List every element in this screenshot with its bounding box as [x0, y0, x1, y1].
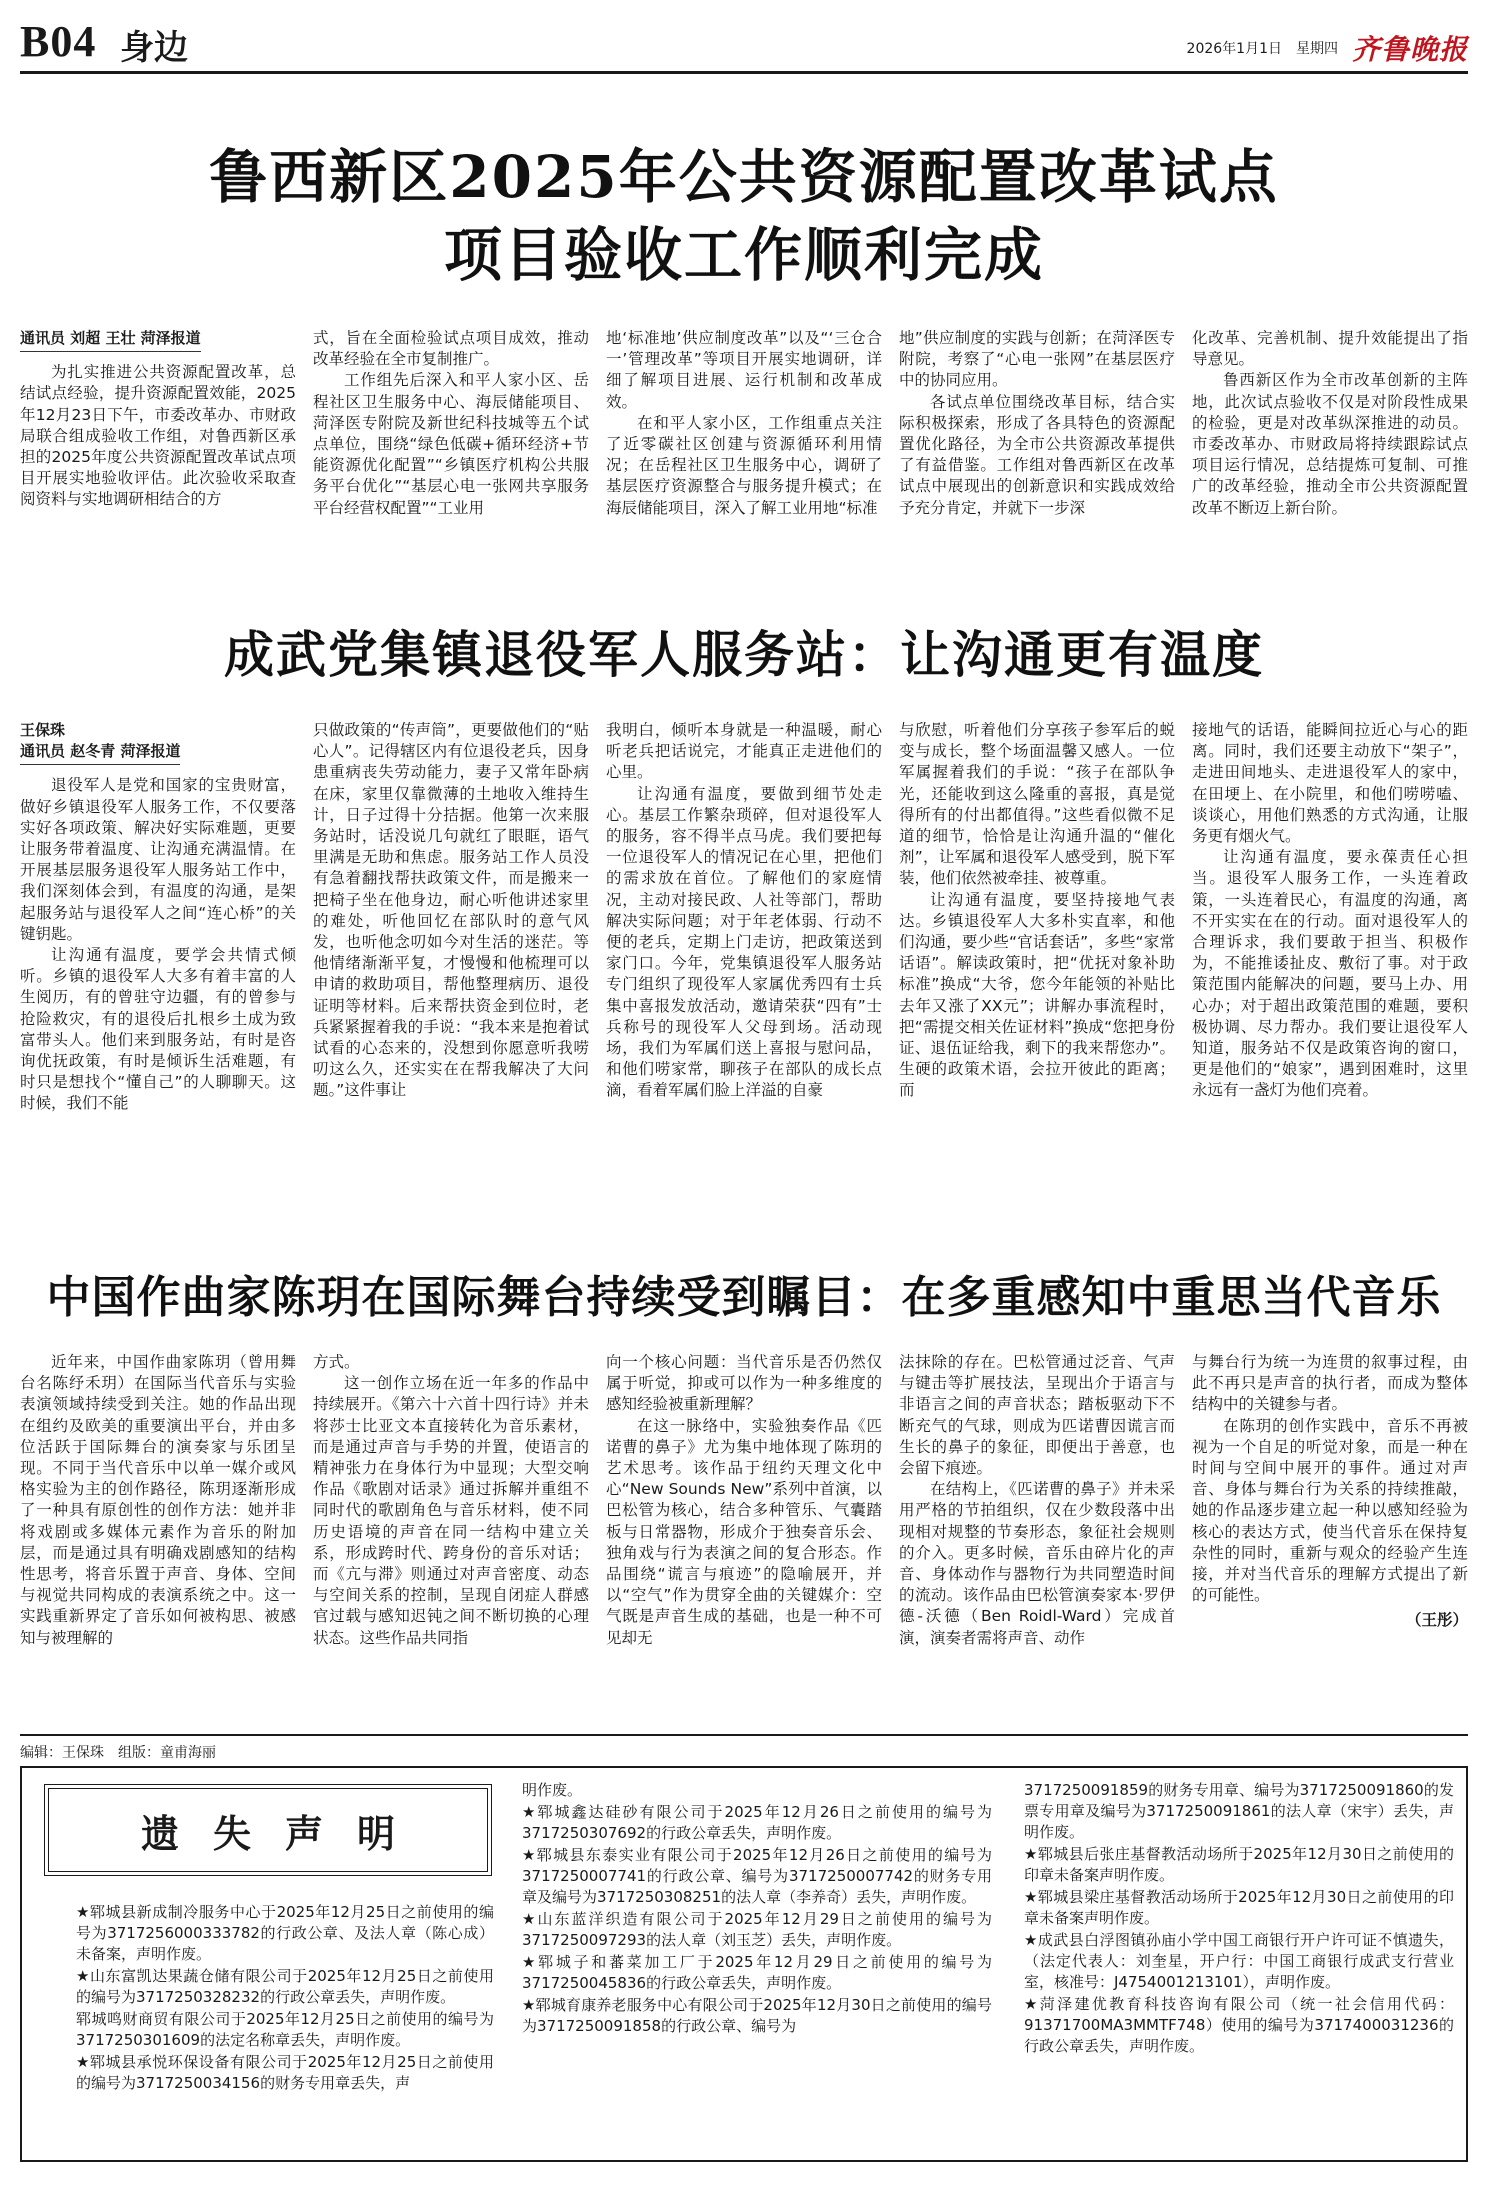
paragraph: 接地气的话语，能瞬间拉近心与心的距离。同时，我们还要主动放下“架子”，走进田间地头、走进退役军人的家中，在田埂上、在小院里，和他们唠唠嗑、谈谈心，用他们熟悉的方式沟通，让服务更有烟火气。 — [1192, 721, 1468, 846]
notice-item: ★郓城子和蕃菜加工厂于2025年12月29日之前使用的编号为3717250045836的行政公章丢失，声明作废。 — [522, 1953, 992, 1992]
notice-item: ★成武县白浮图镇孙庙小学中国工商银行开户许可证不慎遗失，（法定代表人：刘奎星，开户行：中国工商银行成武支行营业室，核准号：J4754001213101），声明作废。 — [1024, 1931, 1454, 1991]
notice-item: 明作废。 — [522, 1781, 583, 1799]
lost-notice-section — [20, 1766, 1468, 2162]
paragraph: 与舞台行为统一为连贯的叙事过程，由此不再只是声音的执行者，而成为整体结构中的关键参与者。 — [1192, 1353, 1468, 1414]
article1-col-5 — [1192, 328, 1468, 578]
article1-col-4 — [899, 328, 1175, 578]
paragraph: 地‘标准地’供应制度改革”以及“‘三仓合一’管理改革”等项目开展实地调研，详细了解项目进展、运行机制和改革成效。 — [606, 329, 882, 411]
paragraph: 近年来，中国作曲家陈玥（曾用舞台名陈纾禾玥）在国际当代音乐与实验表演领域持续受到关注。她的作品出现在组约及欧美的重要演出平台，并由多位活跃于国际舞台的演奏家与乐团呈现。不同于当代音乐中以单一媒介或风格实验为主的创作路径，陈玥逐渐形成了一种具有原创性的创作方法：她并非将戏剧或多媒体元素作为音乐的附加层，而是通过具有明确戏剧感知的结构性思考，将音乐置于声音、身体、空间与视觉共同构成的表演系统之中。这一实践重新界定了音乐如何被构思、被感知与被理解的 — [20, 1353, 296, 1647]
paragraph: 这一创作立场在近一年多的作品中持续展开。《第六十六首十四行诗》并未将莎士比亚文本直接转化为音乐素材，而是通过声音与手势的并置，使语言的精神张力在身体行为中显现；大型交响作品《歌剧对话录》通过拆解并重组不同时代的歌剧角色与音乐材料，使不同历史语境的声音在同一结构中建立关系，形成跨时代、跨身份的音乐对话；而《亢与滞》则通过对声音密度、动态与空间关系的控制，呈现自闭症人群感官过载与感知迟钝之间不断切换的心理状态。这些作品共同指 — [313, 1374, 589, 1647]
notice-item: 郓城鸣财商贸有限公司于2025年12月25日之前使用的编号为3717250301609的法定名称章丢失，声明作废。 — [76, 2010, 494, 2049]
article2-col-5 — [1192, 720, 1468, 1216]
article3-col-3 — [606, 1352, 882, 1726]
paragraph: 式，旨在全面检验试点项目成效，推动改革经验在全市复制推广。 — [313, 329, 589, 369]
paragraph: 让沟通有温度，要永葆责任心担当。退役军人服务工作，一头连着政策，一头连着民心，有温度的沟通，离不开实实在在的行动。面对退役军人的合理诉求，我们要敢于担当、积极作为，不能推诿扯皮、敷衍了事。对于政策范围内能解决的问题，要马上办、用心办；对于超出政策范围的难题，要积极协调、尽力帮办。我们要让退役军人知道，服务站不仅是政策咨询的窗口，更是他们的“娘家”，遇到困难时，这里永远有一盏灯为他们亮着。 — [1192, 848, 1468, 1100]
article2-col-1 — [20, 720, 296, 1216]
paragraph: 化改革、完善机制、提升效能提出了指导意见。 — [1192, 329, 1468, 369]
article3-body — [20, 1352, 1468, 1726]
notice-item: ★郓城县东泰实业有限公司于2025年12月26日之前使用的编号为3717250007741的行政公章、编号为3717250007742的财务专用章及编号为3717250308251的法人章（李养奇）丢失，声明作废。 — [522, 1846, 992, 1906]
header-meta — [1187, 28, 1468, 68]
paragraph: 方式。 — [313, 1353, 360, 1371]
paragraph: 让沟通有温度，要坚持接地气表达。乡镇退役军人大多朴实直率，和他们沟通，要少些“官话套话”，多些“家常话语”。解读政策时，把“优抚对象补助标准”换成“大爷，您今年能领的补贴比去年又涨了XX元”；讲解办事流程时，把“需提交相关佐证材料”换成“您把身份证、退伍证给我，剩下的我来帮您办”。生硬的政策术语，会拉开彼此的距离；而 — [899, 890, 1175, 1100]
paragraph: 在陈玥的创作实践中，音乐不再被视为一个自足的听觉对象，而是一种在时间与空间中展开的事件。通过对声音、身体与舞台行为关系的持续推敲，她的作品逐步建立起一种以感知经验为核心的表达方式，使当代音乐在保持复杂性的同时，重新与观众的经验产生连接，并对当代音乐的理解方式提出了新的可能性。 — [1192, 1416, 1468, 1605]
notice-item: ★山东富凯达果蔬仓储有限公司于2025年12月25日之前使用的编号为3717250328232的行政公章丢失，声明作废。 — [76, 1967, 494, 2006]
article1-byline: 通讯员 刘超 王壮 菏泽报道 — [20, 328, 201, 352]
paragraph: 法抹除的存在。巴松管通过泛音、气声与键击等扩展技法，呈现出介于语言与非语言之间的声音状态；踏板驱动下不断充气的气球，则成为匹诺曹因谎言而生长的鼻子的象征，即便出于善意，也会留下痕迹。 — [899, 1353, 1175, 1478]
article2-headline: 成武党集镇退役军人服务站：让沟通更有温度 — [224, 625, 1264, 684]
notice-item: ★山东蓝洋织造有限公司于2025年12月29日之前使用的编号为3717250097293的法人章（刘玉芝）丢失，声明作废。 — [522, 1910, 992, 1949]
article2-byline: 通讯员 赵冬青 菏泽报道 — [20, 741, 180, 765]
article3-col-2 — [313, 1352, 589, 1726]
article2-col-4 — [899, 720, 1175, 1216]
paragraph: 工作组先后深入和平人家小区、岳程社区卫生服务中心、海辰储能项目、菏泽医专附院及新世纪科技城等五个试点单位，围绕“绿色低碳+循环经济+节能资源优化配置”“乡镇医疗机构公共服务平台优化”“基层心电一张网共享服务平台经营权配置”“工业用 — [313, 371, 589, 517]
article3-headline: 中国作曲家陈玥在国际舞台持续受到瞩目：在多重感知中重思当代音乐 — [46, 1272, 1442, 1323]
paragraph: 让沟通有温度，要做到细节处走心。基层工作繁杂琐碎，但对退役军人的服务，容不得半点马虎。我们要把每一位退役军人的情况记在心里，把他们的需求放在首位。了解他们的家庭情况，主动对接民政、人社等部门，帮助解决实际问题；对于年老体弱、行动不便的老兵，定期上门走访，把政策送到家门口。今年，党集镇退役军人服务站专门组织了现役军人家属优秀四有士兵集中喜报发放活动，邀请荣获“四有”士兵称号的现役军人父母到场。活动现场，我们为军属们送上喜报与慰问品，和他们唠家常，聊孩子在部队的成长点滴，看着军属们脸上洋溢的自豪 — [606, 784, 882, 1100]
issue-date: 2026年1月1日 — [1186, 41, 1282, 57]
notice-col-2 — [522, 1780, 992, 2150]
article2-col-3 — [606, 720, 882, 1216]
page-code: B04 — [20, 17, 97, 66]
lost-notice-columns — [22, 1780, 1466, 2156]
paragraph: 我明白，倾听本身就是一种温暖，耐心听老兵把话说完，才能真正走进他们的心里。 — [606, 721, 882, 782]
article1-headline — [20, 138, 1468, 294]
article2-body — [20, 720, 1468, 1216]
paragraph: 地”供应制度的实践与创新；在菏泽医专附院，考察了“心电一张网”在基层医疗中的协同应用。 — [899, 329, 1175, 390]
notice-item: ★菏泽建优教育科技咨询有限公司（统一社会信用代码：91371700MA3MMTF748）使用的编号为3717400031236的行政公章丢失，声明作废。 — [1024, 1995, 1454, 2055]
paragraph: 向一个核心问题：当代音乐是否仍然仅属于听觉，抑或可以作为一种多维度的感知经验被重新理解？ — [606, 1353, 882, 1414]
paragraph: 为扎实推进公共资源配置改革，总结试点经验，提升资源配置效能，2025年12月23日下午，市委改革办、市财政局联合组成验收工作组，对鲁西新区承担的2025年度公共资源配置改革试点项目开展实地验收评估。此次验收采取查阅资料与实地调研相结合的方 — [20, 363, 296, 509]
page-header — [20, 14, 1468, 74]
paragraph: 只做政策的“传声筒”，更要做他们的“贴心人”。记得辖区内有位退役老兵，因身患重病丧失劳动能力，妻子又常年卧病在床，家里仅靠微薄的土地收入维持生计，日子过得十分拮据。他第一次来服务站时，话没说几句就红了眼眶，语气里满是无助和焦虑。服务站工作人员没有急着翻找帮扶政策文件，而是搬来一把椅子坐在他身边，耐心听他讲述家里的难处，听他回忆在部队时的意气风发，也听他念叨如今对生活的迷茫。等他情绪渐渐平复，才慢慢和他梳理可以申请的救助项目，帮他整理病历、退役证明等材料。后来帮扶资金到位时，老兵紧紧握着我的手说：“我本来是抱着试试看的心态来的，没想到你愿意听我唠叨这么久，还实实在在帮我解决了大问题。”这件事让 — [313, 721, 589, 1100]
notice-col-3 — [1024, 1780, 1454, 2150]
notice-item: ★郓城县梁庄基督教活动场所于2025年12月30日之前使用的印章未备案声明作废。 — [1024, 1888, 1454, 1927]
notice-item: ★郓城育康养老服务中心有限公司于2025年12月30日之前使用的编号为3717250091858的行政公章、编号为 — [522, 1996, 992, 2035]
article3-col-4 — [899, 1352, 1175, 1726]
article2-author: 王保珠 — [20, 721, 66, 739]
paragraph: 在和平人家小区，工作组重点关注了近零碳社区创建与资源循环利用情况；在岳程社区卫生服务中心，调研了基层医疗资源整合与服务提升模式；在海辰储能项目，深入了解工业用地“标准 — [606, 413, 882, 517]
notice-item: ★郓城县新成制冷服务中心于2025年12月25日之前使用的编号为3717256000333782的行政公章、及法人章（陈心成）未备案，声明作废。 — [76, 1903, 494, 1963]
article1-col-1 — [20, 328, 296, 578]
paragraph: 与欣慰，听着他们分享孩子参军后的蜕变与成长，整个场面温馨又感人。一位军属握着我们的手说：“孩子在部队争光，还能收到这么隆重的喜报，真是觉得所有的付出都值得。”这些看似微不足道的细节，恰恰是让沟通升温的“催化剂”，让军属和退役军人感受到，脱下军装，他们依然被牵挂、被尊重。 — [899, 721, 1175, 888]
paper-logo: 齐鲁晚报 — [1351, 33, 1468, 66]
notice-item: ★郓城县承悦环保设备有限公司于2025年12月25日之前使用的编号为3717250034156的财务专用章丢失，声 — [76, 2053, 494, 2092]
article1-title-line1: 鲁西新区2025年公共资源配置改革试点 — [209, 143, 1279, 211]
lost-notice-title: 遗失声明 — [48, 1788, 488, 1872]
paragraph: 让沟通有温度，要学会共情式倾听。乡镇的退役军人大多有着丰富的人生阅历，有的曾驻守边疆，有的曾参与抢险救灾，有的退役后扎根乡土成为致富带头人。他们来到服务站，有时是咨询优抚政策，有时是倾诉生活难题，有时只是想找个“懂自己”的人聊聊天。这时候，我们不能 — [20, 946, 296, 1113]
paragraph: 在结构上，《匹诺曹的鼻子》并未采用严格的节拍组织，仅在少数段落中出现相对规整的节奏形态，象征社会规则的介入。更多时候，音乐由碎片化的声音、身体动作与器物行为共同塑造时间的流动。该作品由巴松管演奏家本·罗伊德-沃德（Ben Roidl-Ward）完成首演，演奏者需将声音、动作 — [899, 1480, 1175, 1647]
section-name: 身边 — [120, 28, 188, 68]
notice-item: 3717250091859的财务专用章、编号为3717250091860的发票专用章及编号为3717250091861的法人章（宋宇）丢失，声明作废。 — [1024, 1781, 1454, 1841]
notice-col-1 — [76, 1902, 494, 2156]
paragraph: 各试点单位围绕改革目标，结合实际积极探索，形成了各具特色的资源配置优化路径，为全市公共资源改革提供了有益借鉴。工作组对鲁西新区在改革试点中展现出的创新意识和实践成效给予充分肯定，并就下一步深 — [899, 392, 1175, 517]
article1-title-line2: 项目验收工作顺利完成 — [443, 221, 1044, 289]
article1-col-3 — [606, 328, 882, 578]
paragraph: 鲁西新区作为全市改革创新的主阵地，此次试点验收不仅是对阶段性成果的检验，更是对改革纵深推进的动员。市委改革办、市财政局将持续跟踪试点项目运行情况，总结提炼可复制、可推广的改革经验，推动全市公共资源配置改革不断迈上新台阶。 — [1192, 371, 1468, 517]
article3-col-1 — [20, 1352, 296, 1726]
notice-item: ★郓城鑫达硅砂有限公司于2025年12月26日之前使用的编号为3717250307692的行政公章丢失，声明作废。 — [522, 1803, 992, 1842]
article1-body — [20, 328, 1468, 578]
paragraph: 退役军人是党和国家的宝贵财富，做好乡镇退役军人服务工作，不仅要落实好各项政策、解决好实际难题，更要让服务带着温度、让沟通充满温情。在开展基层服务退役军人服务站工作中，我们深刻体会到，有温度的沟通，是架起服务站与退役军人之间“连心桥”的关键钥匙。 — [20, 776, 296, 943]
article3-signoff: （王彤） — [1405, 1611, 1468, 1630]
editor-credit: 编辑：王保珠 组版：童甫海丽 — [20, 1734, 1468, 1760]
notice-item: ★郓城县后张庄基督教活动场所于2025年12月30日之前使用的印章未备案声明作废。 — [1024, 1845, 1454, 1884]
paragraph: 在这一脉络中，实验独奏作品《匹诺曹的鼻子》尤为集中地体现了陈玥的艺术思考。该作品于纽约天理文化中心“New Sounds New”系列中首演，以巴松管为核心，结合多种管乐、气囊踏板与日常器物，形成介于独奏音乐会、独角戏与行为表演之间的复合形态。作品围绕“谎言与痕迹”的隐喻展开，并以“空气”作为贯穿全曲的关键媒介：空气既是声音生成的基础，也是一种不可见却无 — [606, 1416, 882, 1647]
article3-col-5 — [1192, 1352, 1468, 1726]
article1-col-2 — [313, 328, 589, 578]
issue-weekday: 星期四 — [1295, 41, 1338, 57]
article2-col-2 — [313, 720, 589, 1216]
